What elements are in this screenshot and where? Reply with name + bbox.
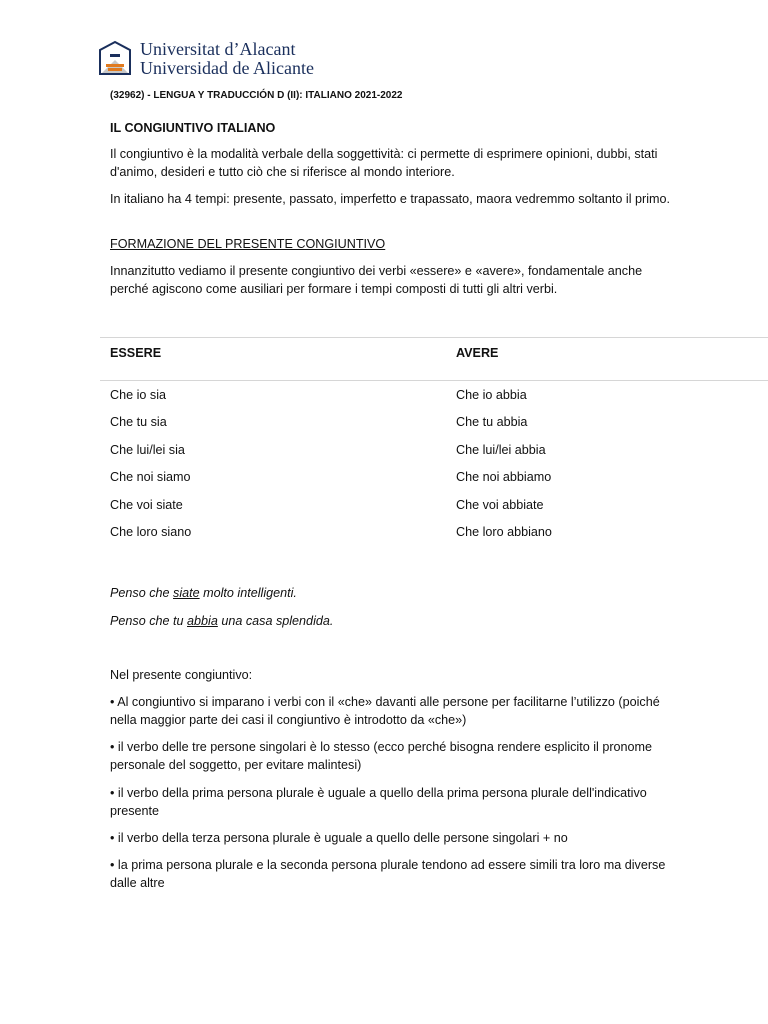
essere-cell: Che tu sia [110, 415, 167, 430]
table-row [100, 519, 768, 546]
logo-line-2: Universidad de Alicante [140, 58, 314, 78]
essere-cell: Che lui/lei sia [110, 442, 185, 457]
university-logo [98, 40, 314, 78]
notes-heading: Nel presente congiuntivo: [110, 668, 253, 682]
example-text: una casa splendida. [217, 614, 334, 628]
essere-cell: Che loro siano [110, 524, 192, 539]
course-code: (32962) - LENGUA Y TRADUCCIÓN D (II): ITALIANO 2021-2022 [110, 90, 403, 101]
example-text: Penso che [110, 586, 174, 600]
intro-paragraph-1: Il congiuntivo è la modalità verbale della soggettività: ci permette di esprimere opinioni, dubbi, stati d'animo, desideri e tutto ciò che si riferisce al mondo interiore. [110, 147, 658, 179]
example-text: molto intelligenti. [199, 586, 297, 600]
table-row [100, 464, 768, 491]
table-row [100, 382, 768, 409]
avere-cell: Che voi abbiate [456, 497, 544, 512]
intro-paragraph-2: In italiano ha 4 tempi: presente, passato, imperfetto e trapassato, maora vedremmo soltanto il primo. [110, 192, 671, 206]
avere-cell: Che lui/lei abbia [456, 442, 546, 457]
avere-cell: Che tu abbia [456, 415, 528, 430]
essere-cell: Che noi siamo [110, 470, 191, 485]
table-row [100, 437, 768, 464]
list-item: • Al congiuntivo si imparano i verbi con il «che» davanti alle persone per facilitarne l’utilizzo (poiché nella maggior parte dei casi il congiuntivo è introdotto da «che») [110, 695, 660, 727]
example-verb: abbia [187, 614, 218, 628]
section-paragraph: Innanzitutto vediamo il presente congiuntivo dei verbi «essere» e «avere», fondamentale anche perché agiscono come ausiliari per formare i tempi composti di tutti gli altri verbi. [110, 264, 643, 296]
list-item: • il verbo delle tre persone singolari è lo stesso (ecco perché bisogna rendere esplicito il pronome personale del soggetto, per evitare malintesi) [110, 740, 653, 772]
avere-cell: Che noi abbiamo [456, 470, 552, 485]
table-header [100, 337, 768, 381]
page-title: IL CONGIUNTIVO ITALIANO [110, 121, 276, 135]
section-heading: FORMAZIONE DEL PRESENTE CONGIUNTIVO [110, 237, 386, 251]
logo-line-1: Universitat d’Alacant [140, 39, 296, 59]
table-row [100, 492, 768, 519]
list-item: • il verbo della prima persona plurale è uguale a quello della prima persona plurale dell'indicativo presente [110, 786, 647, 818]
example-verb: siate [173, 586, 200, 600]
avere-cell: Che io abbia [456, 388, 527, 402]
example-sentence-1 [110, 584, 670, 602]
essere-cell: Che voi siate [110, 497, 183, 512]
conjugation-table [100, 337, 768, 546]
example-text: Penso che tu [110, 614, 188, 628]
example-sentence-2 [110, 612, 670, 630]
avere-cell: Che loro abbiano [456, 524, 552, 539]
header-avere: AVERE [456, 346, 499, 360]
table-row [100, 409, 768, 436]
essere-cell: Che io sia [110, 388, 167, 402]
header-essere: ESSERE [110, 346, 162, 360]
list-item: • il verbo della terza persona plurale è uguale a quello delle persone singolari + no [110, 831, 568, 845]
university-emblem-icon [98, 40, 132, 76]
list-item: • la prima persona plurale e la seconda persona plurale tendono ad essere simili tra loro ma diverse dalle altre [110, 858, 666, 890]
